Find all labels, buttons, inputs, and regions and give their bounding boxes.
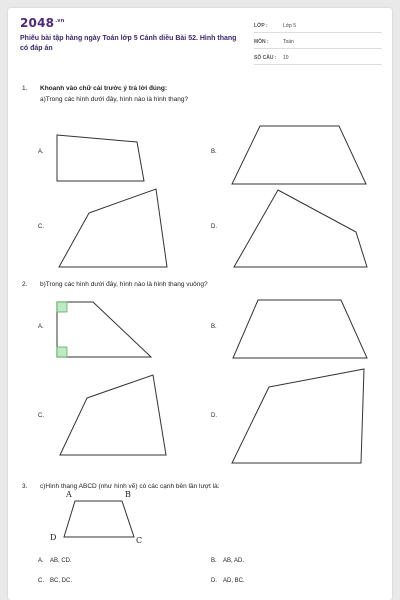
question-1-heading: Khoanh vào chữ cái trước ý trả lời đúng: xyxy=(40,85,168,92)
brand-logo[interactable]: $2048^{.vn}$ xyxy=(20,16,65,30)
meta-row-count: SỐ CÂU : 10 xyxy=(254,52,382,65)
q1-shape-a[interactable] xyxy=(57,132,152,182)
q1-shape-c[interactable] xyxy=(59,189,169,274)
worksheet-title: Phiếu bài tập hàng ngày Toán lớp 5 Cánh diều Bài 52. Hình thang có đáp án xyxy=(20,35,237,52)
q2-option-c-label[interactable]: C. xyxy=(38,413,44,419)
q1-option-c-label[interactable]: C. xyxy=(38,224,44,230)
q3-answer-c[interactable]: C. BC, DC. xyxy=(38,578,73,584)
vertex-c-label: C xyxy=(136,536,143,545)
question-2-sub: b)Trong các hình dưới đây, hình nào là hình thang vuông? xyxy=(40,281,208,288)
question-3-sub: c)Hình thang ABCD (như hình vẽ) có các cạnh bên lần lượt là: xyxy=(40,483,220,490)
question-1-sub: a)Trong các hình dưới đây, hình nào là hình thang? xyxy=(40,96,189,103)
question-3: 3. c)Hình thang ABCD (như hình vẽ) có các cạnh bên lần lượt là: xyxy=(22,483,220,490)
page-header xyxy=(8,8,392,70)
q2-option-d-label[interactable]: D. xyxy=(211,413,217,419)
q2-option-a-label[interactable]: A. xyxy=(38,324,44,330)
q2-option-b-label[interactable]: B. xyxy=(211,324,217,330)
q1-option-b-label[interactable]: B. xyxy=(211,149,217,155)
vertex-b-label: B xyxy=(125,490,131,499)
q2-shape-d[interactable] xyxy=(232,369,367,469)
meta-row-subject: MÔN : Toán xyxy=(254,36,382,49)
q1-shape-b[interactable] xyxy=(232,126,367,186)
q1-option-a-label[interactable]: A. xyxy=(38,149,44,155)
q3-answer-b[interactable]: B. AB, AD. xyxy=(211,558,245,564)
q1-shape-d[interactable] xyxy=(234,190,374,275)
question-1: 1. Khoanh vào chữ cái trước ý trả lời đúng: a)Trong các hình dưới đây, hình nào là hình thang? xyxy=(22,85,189,103)
meta-row-class: LỚP : Lớp 5 xyxy=(254,20,382,33)
q2-shape-b[interactable] xyxy=(233,300,368,360)
trapezoid-abcd xyxy=(58,498,138,543)
vertex-a-label: A xyxy=(66,490,72,499)
vertex-d-label: D xyxy=(50,533,57,542)
question-2: 2. b)Trong các hình dưới đây, hình nào là hình thang vuông? xyxy=(22,281,208,288)
q3-answer-a[interactable]: A. AB, CD. xyxy=(38,558,72,564)
q3-answer-d[interactable]: D. AD, BC. xyxy=(211,578,245,584)
meta-info xyxy=(254,20,382,68)
worksheet-page xyxy=(8,8,392,600)
q2-shape-a[interactable] xyxy=(57,302,157,362)
q2-shape-c[interactable] xyxy=(60,375,170,460)
q1-option-d-label[interactable]: D. xyxy=(211,224,217,230)
